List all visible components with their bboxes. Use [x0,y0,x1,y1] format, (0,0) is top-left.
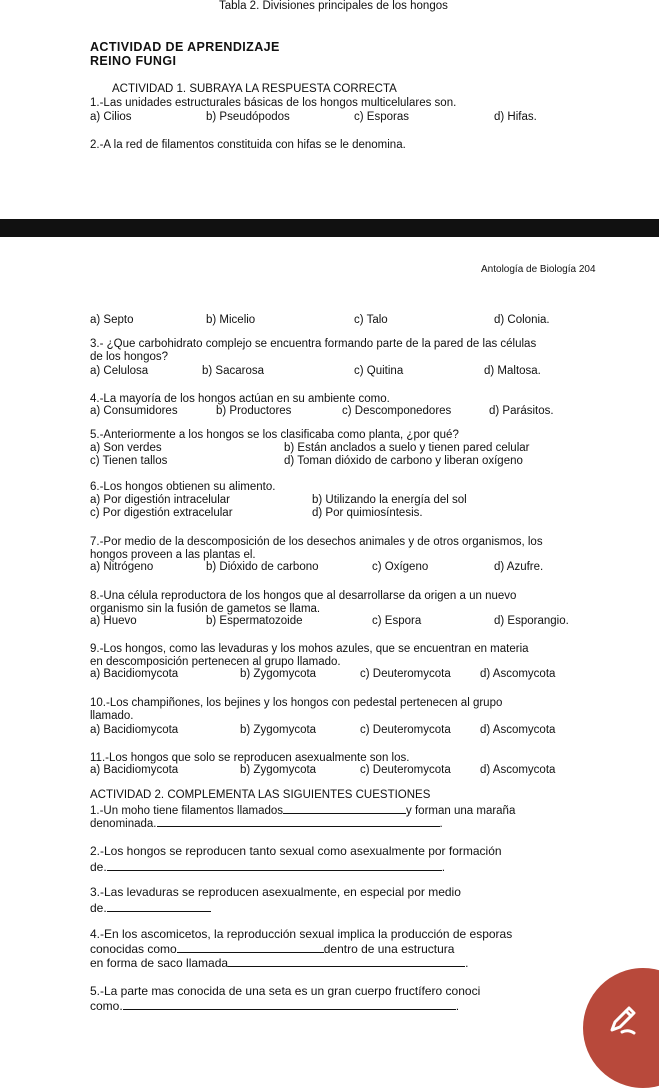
q6-option-b[interactable]: b) Utilizando la energía del sol [312,494,467,506]
question-8-cont: organismo sin la fusión de gametos se llama. [90,603,321,615]
q9-option-a[interactable]: a) Bacidiomycota [90,668,179,680]
q7-option-d[interactable]: d) Azufre. [494,561,544,573]
question-10: 10.-Los champiñones, los bejines y los hongos con pedestal pertenecen al grupo [90,697,503,709]
q5-option-d[interactable]: d) Toman dióxido de carbono y liberan oxígeno [284,455,523,467]
q5-option-c[interactable]: c) Tienen tallos [90,455,168,467]
page-divider [0,219,659,237]
q8-option-b[interactable]: b) Espermatozoide [206,615,303,627]
q7-option-a[interactable]: a) Nitrógeno [90,561,154,573]
activity-heading: ACTIVIDAD DE APRENDIZAJE [90,40,280,54]
q1-option-b[interactable]: b) Pseudópodos [206,111,290,123]
complete-2: 2.-Los hongos se reproducen tanto sexual como asexualmente por formación [90,844,502,858]
complete-2-line2: de. . [90,860,446,874]
q6-option-a[interactable]: a) Por digestión intracelular [90,494,230,506]
blank-2[interactable] [107,860,442,871]
q2-option-a[interactable]: a) Septo [90,314,134,326]
q2-option-b[interactable]: b) Micelio [206,314,256,326]
q11-option-c[interactable]: c) Deuteromycota [360,764,451,776]
question-10-cont: llamado. [90,710,134,722]
q9-option-b[interactable]: b) Zygomycota [240,668,317,680]
complete-2-text: de. [90,860,107,874]
activity1-title: ACTIVIDAD 1. SUBRAYA LA RESPUESTA CORRECTA [112,83,397,95]
q3-option-b[interactable]: b) Sacarosa [202,365,265,377]
question-3: 3.- ¿Que carbohidrato complejo se encuentra formando parte de la pared de las células [90,338,537,350]
complete-3: 3.-Las levaduras se reproducen asexualmente, en especial por medio [90,885,461,899]
question-5: 5.-Anteriormente a los hongos se los clasificaba como planta, ¿por qué? [90,429,459,441]
q3-option-a[interactable]: a) Celulosa [90,365,149,377]
q6-option-c[interactable]: c) Por digestión extracelular [90,507,233,519]
q10-option-c[interactable]: c) Deuteromycota [360,724,451,736]
q8-option-d[interactable]: d) Esporangio. [494,615,569,627]
complete-4-line2 [90,942,454,956]
q7-option-c[interactable]: c) Oxígeno [372,561,429,573]
question-7-cont: hongos proveen a las plantas el. [90,549,256,561]
complete-4-text-c: en forma de saco llamada [90,956,229,970]
complete-4-text-a: conocidas como [90,942,177,956]
q1-option-c[interactable]: c) Esporas [354,111,409,123]
page-footer: Antología de Biología 204 [481,264,596,275]
complete-1-text-b: y forman una maraña [406,805,516,817]
complete-4: 4.-En los ascomicetos, la reproducción sexual implica la producción de esporas [90,927,513,941]
q11-option-d[interactable]: d) Ascomycota [480,764,556,776]
q1-option-a[interactable]: a) Cilios [90,111,132,123]
pencil-icon[interactable] [606,1002,640,1036]
complete-1-line2: denominada. . [90,818,443,830]
blank-1b[interactable] [157,816,440,827]
q9-option-d[interactable]: d) Ascomycota [480,668,556,680]
complete-5-line2: como. . [90,999,460,1013]
q1-option-d[interactable]: d) Hifas. [494,111,537,123]
blank-5[interactable] [123,999,456,1010]
question-1: 1.-Las unidades estructurales básicas de los hongos multicelulares son. [90,97,457,109]
blank-1a[interactable] [283,803,406,814]
q7-option-b[interactable]: b) Dióxido de carbono [206,561,319,573]
question-6: 6.-Los hongos obtienen su alimento. [90,481,276,493]
complete-1-text-c: denominada. [90,818,157,830]
q3-option-c[interactable]: c) Quitina [354,365,404,377]
q8-option-c[interactable]: c) Espora [372,615,422,627]
table-caption: Tabla 2. Divisiones principales de los hongos [219,0,448,12]
q2-option-d[interactable]: d) Colonia. [494,314,550,326]
question-8: 8.-Una célula reproductora de los hongos que al desarrollarse da origen a un nuevo [90,590,517,602]
question-7: 7.-Por medio de la descomposición de los desechos animales y de otros organismos, los [90,536,543,548]
q10-option-b[interactable]: b) Zygomycota [240,724,317,736]
q2-option-c[interactable]: c) Talo [354,314,388,326]
complete-5: 5.-La parte mas conocida de una seta es un gran cuerpo fructífero conoci [90,984,481,998]
q4-option-a[interactable]: a) Consumidores [90,405,178,417]
question-4: 4.-La mayoría de los hongos actúan en su ambiente como. [90,393,390,405]
complete-3-line2 [90,901,211,915]
question-11: 11.-Los hongos que solo se reproducen asexualmente son los. [90,752,410,764]
q11-option-a[interactable]: a) Bacidiomycota [90,764,179,776]
blank-3[interactable] [107,901,211,912]
complete-4-text-b: dentro de una estructura [323,942,455,956]
blank-4a[interactable] [177,942,324,953]
complete-1-text-a: 1.-Un moho tiene filamentos llamados [90,805,284,817]
complete-4-line3: en forma de saco llamada . [90,956,469,970]
question-9-cont: en descomposición pertenecen al grupo llamado. [90,656,341,668]
q3-option-d[interactable]: d) Maltosa. [484,365,541,377]
q10-option-a[interactable]: a) Bacidiomycota [90,724,179,736]
q4-option-c[interactable]: c) Descomponedores [342,405,452,417]
q11-option-b[interactable]: b) Zygomycota [240,764,317,776]
complete-5-text: como. [90,999,123,1013]
complete-3-text: de. [90,901,107,915]
blank-4b[interactable] [228,956,465,967]
q4-option-b[interactable]: b) Productores [216,405,292,417]
activity2-title: ACTIVIDAD 2. COMPLEMENTA LAS SIGUIENTES CUESTIONES [90,789,431,801]
q5-option-b[interactable]: b) Están anclados a suelo y tienen pared celular [284,442,530,454]
q5-option-a[interactable]: a) Son verdes [90,442,162,454]
q10-option-d[interactable]: d) Ascomycota [480,724,556,736]
question-2: 2.-A la red de filamentos constituida con hifas se le denomina. [90,139,406,151]
question-3-cont: de los hongos? [90,351,169,363]
q9-option-c[interactable]: c) Deuteromycota [360,668,451,680]
question-9: 9.-Los hongos, como las levaduras y los mohos azules, que se encuentran en materia [90,643,529,655]
kingdom-heading: REINO FUNGI [90,54,177,68]
q6-option-d[interactable]: d) Por quimiosíntesis. [312,507,423,519]
q4-option-d[interactable]: d) Parásitos. [489,405,554,417]
q8-option-a[interactable]: a) Huevo [90,615,137,627]
